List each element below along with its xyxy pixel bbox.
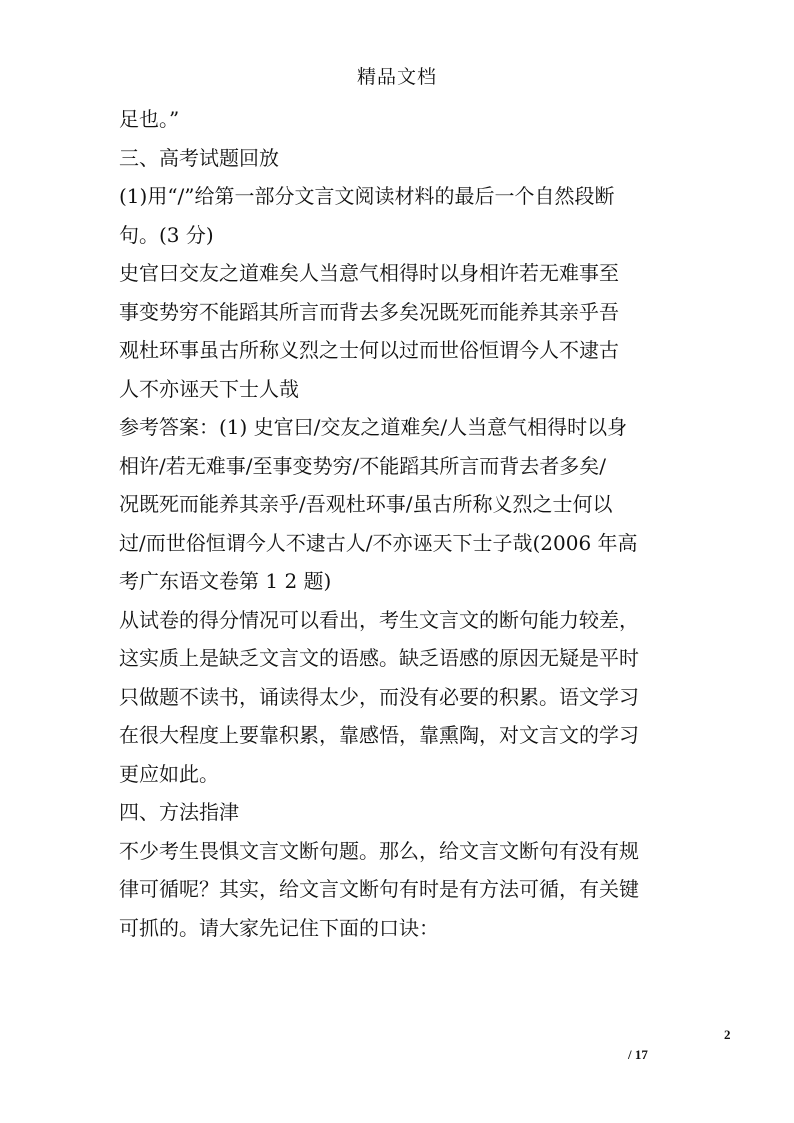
text-line: 考广东语文卷第 1 2 题) xyxy=(119,569,332,593)
section-heading: 四、方法指津 xyxy=(119,800,239,824)
text-line: 从试卷的得分情况可以看出，考生文言文的断句能力较差， xyxy=(119,607,639,632)
page-header-title: 精品文档 xyxy=(356,66,437,88)
text-line: 事变势穷不能蹈其所言而背去多矣况既死而能养其亲乎吾 xyxy=(119,299,619,324)
text-line: 可抓的。请大家先记住下面的口诀： xyxy=(119,915,439,940)
text-line: 这实质上是缺乏文言文的语感。缺乏语感的原因无疑是平时 xyxy=(119,646,639,670)
text-line: 句。(3 分) xyxy=(119,222,214,247)
text-line: 相许/若无难事/至事变势穷/不能蹈其所言而背去者多矣/ xyxy=(119,453,606,478)
document-body xyxy=(119,100,679,947)
text-line: 史官曰交友之道难矣人当意气相得时以身相许若无难事至 xyxy=(119,261,619,285)
text-line: 不少考生畏惧文言文断句题。那么，给文言文断句有没有规 xyxy=(119,838,639,863)
text-line: 足也。” xyxy=(119,107,180,131)
text-line: 更应如此。 xyxy=(119,761,219,786)
page-total: / 17 xyxy=(628,1047,648,1062)
text-line: (1)用“/”给第一部分文言文阅读材料的最后一个自然段断 xyxy=(119,184,615,208)
text-line: 况既死而能养其亲乎/吾观杜环事/虽古所称义烈之士何以 xyxy=(119,492,613,516)
section-heading: 三、高考试题回放 xyxy=(119,145,279,170)
text-line: 参考答案：(1) 史官曰/交友之道难矣/人当意气相得时以身 xyxy=(119,415,628,439)
text-line: 在很大程度上要靠积累，靠感悟，靠熏陶，对文言文的学习 xyxy=(119,723,639,747)
text-line: 过/而世俗恒谓今人不逮古人/不亦诬天下士子哉(2006 年高 xyxy=(119,530,638,555)
text-line: 只做题不读书，诵读得太少，而没有必要的积累。语文学习 xyxy=(119,684,639,709)
text-line: 律可循呢？其实，给文言文断句有时是有方法可循，有关键 xyxy=(119,877,639,901)
page-number: 2 xyxy=(724,1027,731,1042)
text-line: 人不亦诬天下士人哉 xyxy=(119,376,299,401)
text-line: 观杜环事虽古所称义烈之士何以过而世俗恒谓今人不逮古 xyxy=(119,338,619,362)
